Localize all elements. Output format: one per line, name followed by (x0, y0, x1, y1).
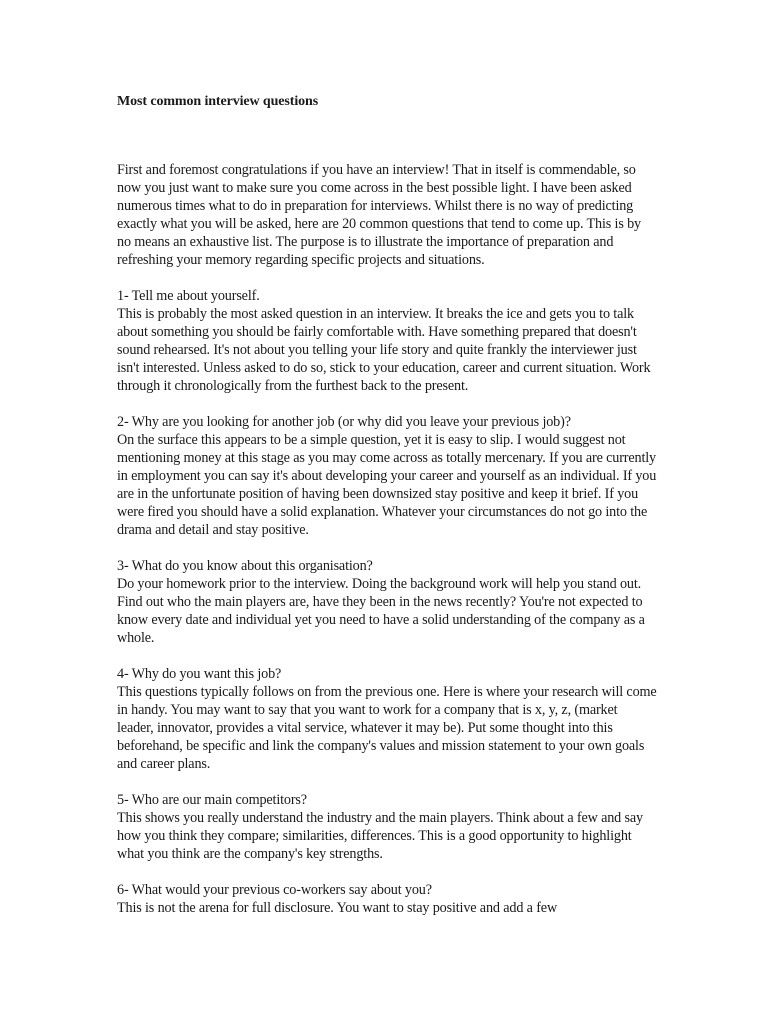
question-section-4 (117, 665, 657, 773)
question-heading: 4- Why do you want this job? (117, 666, 282, 682)
answer-paragraph: This questions typically follows on from the previous one. Here is where your research will come in handy. You may want to say that you want to work for a company that is x, y, z, (market leader, innovator, provides a vital service, whatever it may be). Put some thought into this beforehand, be specific and link the company's values and mission statement to your own goals and career plans. (117, 684, 657, 772)
question-heading: 2- Why are you looking for another job (or why did you leave your previous job)? (117, 414, 571, 430)
answer-paragraph: This is probably the most asked question in an interview. It breaks the ice and gets you to talk about something you should be fairly comfortable with. Have something prepared that doesn't sound rehearsed. It's not about you telling your life story and quite frankly the interviewer just isn't interested. Unless asked to do so, stick to your education, career and current situation. Work through it chronologically from the furthest back to the present. (117, 306, 651, 394)
question-heading: 6- What would your previous co-workers say about you? (117, 882, 432, 898)
document-title: Most common interview questions (117, 94, 319, 109)
question-section-5 (117, 791, 657, 863)
answer-paragraph: Do your homework prior to the interview. Doing the background work will help you stand out. Find out who the main players are, have they been in the news recently? You're not expected to know every date and individual yet you need to have a solid understanding of the company as a whole. (117, 576, 645, 646)
question-heading: 3- What do you know about this organisation? (117, 558, 373, 574)
question-section-2 (117, 413, 657, 539)
answer-paragraph: This is not the arena for full disclosure. You want to stay positive and add a few (117, 900, 558, 916)
question-heading: 1- Tell me about yourself. (117, 288, 260, 304)
answer-paragraph: This shows you really understand the industry and the main players. Think about a few and say how you think they compare; similarities, differences. This is a good opportunity to highlight what you think are the company's key strengths. (117, 810, 643, 862)
question-section-6 (117, 881, 657, 917)
intro-paragraph: First and foremost congratulations if you have an interview! That in itself is commendable, so now you just want to make sure you come across in the best possible light. I have been asked numerous times what to do in preparation for interviews. Whilst there is no way of predicting exactly what you will be asked, here are 20 common questions that tend to come up. This is by no means an exhaustive list. The purpose is to illustrate the importance of preparation and refreshing your memory regarding specific projects and situations. (117, 162, 642, 268)
question-heading: 5- Who are our main competitors? (117, 792, 307, 808)
answer-paragraph: On the surface this appears to be a simple question, yet it is easy to slip. I would suggest not mentioning money at this stage as you may come across as totally mercenary. If you are currently in employment you can say it's about developing your career and yourself as an individual. If you are in the unfortunate position of having been downsized stay positive and keep it brief. If you were fired you should have a solid explanation. Whatever your circumstances do not go into the drama and detail and stay positive. (117, 432, 657, 538)
question-section-1 (117, 287, 657, 395)
document-page (117, 93, 657, 917)
question-section-3 (117, 557, 657, 647)
